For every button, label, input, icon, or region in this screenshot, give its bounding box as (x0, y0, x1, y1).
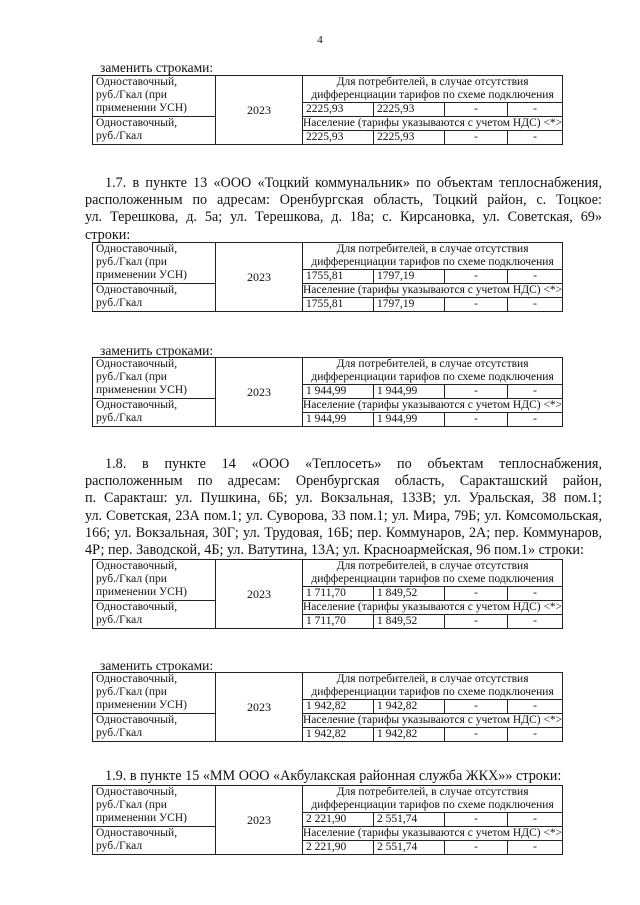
value-cell: 2 221,90 (303, 841, 374, 855)
lead-text: заменить строками: (100, 60, 214, 75)
dash-cell: - (445, 615, 508, 629)
tariff-table (92, 559, 563, 629)
dash-cell: - (445, 270, 508, 284)
dash-cell: - (508, 700, 563, 714)
value-cell: 1797,19 (374, 270, 445, 284)
tariff-table (92, 785, 563, 855)
page-number: 4 (317, 34, 323, 46)
label-cell: Одноставочный, руб./Гкал (93, 827, 216, 855)
label-cell-usn: Одноставочный, руб./Гкал (при применении УСН) (93, 673, 216, 714)
dash-cell: - (508, 841, 563, 855)
label-cell: Одноставочный, руб./Гкал (93, 399, 216, 427)
dash-cell: - (508, 413, 563, 427)
header-consumers: Для потребителей, в случае отсутствия дифференциации тарифов по схеме подключения (311, 243, 554, 268)
dash-cell: - (445, 700, 508, 714)
value-cell: 2225,93 (303, 131, 374, 145)
header-population: Население (тарифы указываются с учетом НДС) <*> (303, 399, 563, 411)
value-cell: 1 944,99 (374, 385, 445, 399)
value-cell: 2225,93 (303, 103, 374, 117)
value-cell: 2225,93 (374, 103, 445, 117)
dash-cell: - (445, 131, 508, 145)
header-population: Население (тарифы указываются с учетом НДС) <*> (303, 827, 563, 839)
lead-text: заменить строками: (100, 658, 214, 673)
dash-cell: - (445, 385, 508, 399)
year-cell: 2023 (216, 786, 303, 855)
dash-cell: - (508, 728, 563, 742)
value-cell: 1 944,99 (303, 385, 374, 399)
dash-cell: - (445, 298, 508, 312)
dash-cell: - (445, 413, 508, 427)
value-cell: 1 849,52 (374, 615, 445, 629)
tariff-table (92, 75, 563, 145)
label-cell: Одноставочный, руб./Гкал (93, 117, 216, 145)
value-cell: 2 551,74 (374, 841, 445, 855)
value-cell: 1797,19 (374, 298, 445, 312)
label-cell: Одноставочный, руб./Гкал (93, 714, 216, 742)
value-cell: 2225,93 (374, 131, 445, 145)
tariff-table (92, 357, 563, 427)
header-consumers: Для потребителей, в случае отсутствия дифференциации тарифов по схеме подключения (311, 560, 554, 585)
label-cell: Одноставочный, руб./Гкал (93, 284, 216, 312)
dash-cell: - (508, 270, 563, 284)
label-cell-usn: Одноставочный, руб./Гкал (при применении УСН) (93, 786, 216, 827)
dash-cell: - (508, 103, 563, 117)
header-consumers: Для потребителей, в случае отсутствия дифференциации тарифов по схеме подключения (311, 358, 554, 383)
value-cell: 1 944,99 (303, 413, 374, 427)
header-population: Население (тарифы указываются с учетом НДС) <*> (303, 714, 563, 726)
header-consumers: Для потребителей, в случае отсутствия дифференциации тарифов по схеме подключения (311, 673, 554, 698)
value-cell: 1 942,82 (374, 700, 445, 714)
label-cell-usn: Одноставочный, руб./Гкал (при применении УСН) (93, 243, 216, 284)
dash-cell: - (445, 813, 508, 827)
paragraph-1-7: 1.7. в пункте 13 «ООО «Тоцкий коммунальник» по объектам теплоснабжения, расположенным по адресам: Оренбургская область, Тоцкий район, с. Тоцкое: ул. Терешкова, д. 5а; ул. Терешкова, д. 18а; с. Кирсановка, ул. Советская, 69» строки: (85, 175, 602, 243)
label-cell-usn: Одноставочный, руб./Гкал (при применении УСН) (93, 76, 216, 117)
label-cell-usn: Одноставочный, руб./Гкал (при применении УСН) (93, 358, 216, 399)
dash-cell: - (445, 103, 508, 117)
tariff-table (92, 672, 563, 742)
header-population: Население (тарифы указываются с учетом НДС) <*> (303, 117, 563, 129)
dash-cell: - (508, 587, 563, 601)
year-cell: 2023 (216, 673, 303, 742)
tariff-table (92, 242, 563, 312)
dash-cell: - (508, 813, 563, 827)
year-cell: 2023 (216, 243, 303, 312)
value-cell: 1755,81 (303, 270, 374, 284)
header-population: Население (тарифы указываются с учетом НДС) <*> (303, 601, 563, 613)
value-cell: 2 221,90 (303, 813, 374, 827)
header-consumers: Для потребителей, в случае отсутствия дифференциации тарифов по схеме подключения (311, 786, 554, 811)
dash-cell: - (445, 728, 508, 742)
dash-cell: - (508, 131, 563, 145)
year-cell: 2023 (216, 76, 303, 145)
value-cell: 2 551,74 (374, 813, 445, 827)
paragraph-1-8: 1.8. в пункте 14 «ООО «Теплосеть» по объектам теплоснабжения, расположенным по адресам: Оренбургская область, Саракташский район, п. Саракташ: ул. Пушкина, 6Б; ул. Вокзальная, 133В; ул. Уральская, 38 пом.1; ул. Советская, 23А пом.1; ул. Суворова, 33 пом.1; ул. Мира, 79Б; ул. Комсомольская, 166; ул. Вокзальная, 30Г; ул. Трудовая, 16Б; пер. Коммунаров, 2А; пер. Коммунаров, 4Р; пер. Заводской, 4Б; ул. Ватутина, 13А; ул. Красноармейская, 96 пом.1» строки: (85, 456, 602, 558)
value-cell: 1 942,82 (303, 728, 374, 742)
value-cell: 1755,81 (303, 298, 374, 312)
value-cell: 1 849,52 (374, 587, 445, 601)
header-consumers: Для потребителей, в случае отсутствия дифференциации тарифов по схеме подключения (311, 76, 554, 101)
dash-cell: - (508, 385, 563, 399)
dash-cell: - (508, 615, 563, 629)
header-population: Население (тарифы указываются с учетом НДС) <*> (303, 284, 563, 296)
dash-cell: - (445, 841, 508, 855)
label-cell-usn: Одноставочный, руб./Гкал (при применении УСН) (93, 560, 216, 601)
value-cell: 1 944,99 (374, 413, 445, 427)
value-cell: 1 942,82 (374, 728, 445, 742)
value-cell: 1 711,70 (303, 615, 374, 629)
value-cell: 1 942,82 (303, 700, 374, 714)
dash-cell: - (508, 298, 563, 312)
value-cell: 1 711,70 (303, 587, 374, 601)
year-cell: 2023 (216, 358, 303, 427)
label-cell: Одноставочный, руб./Гкал (93, 601, 216, 629)
paragraph-1-9: 1.9. в пункте 15 «ММ ООО «Акбулакская районная служба ЖКХ»» строки: (105, 768, 562, 784)
year-cell: 2023 (216, 560, 303, 629)
lead-text: заменить строками: (100, 343, 214, 358)
dash-cell: - (445, 587, 508, 601)
